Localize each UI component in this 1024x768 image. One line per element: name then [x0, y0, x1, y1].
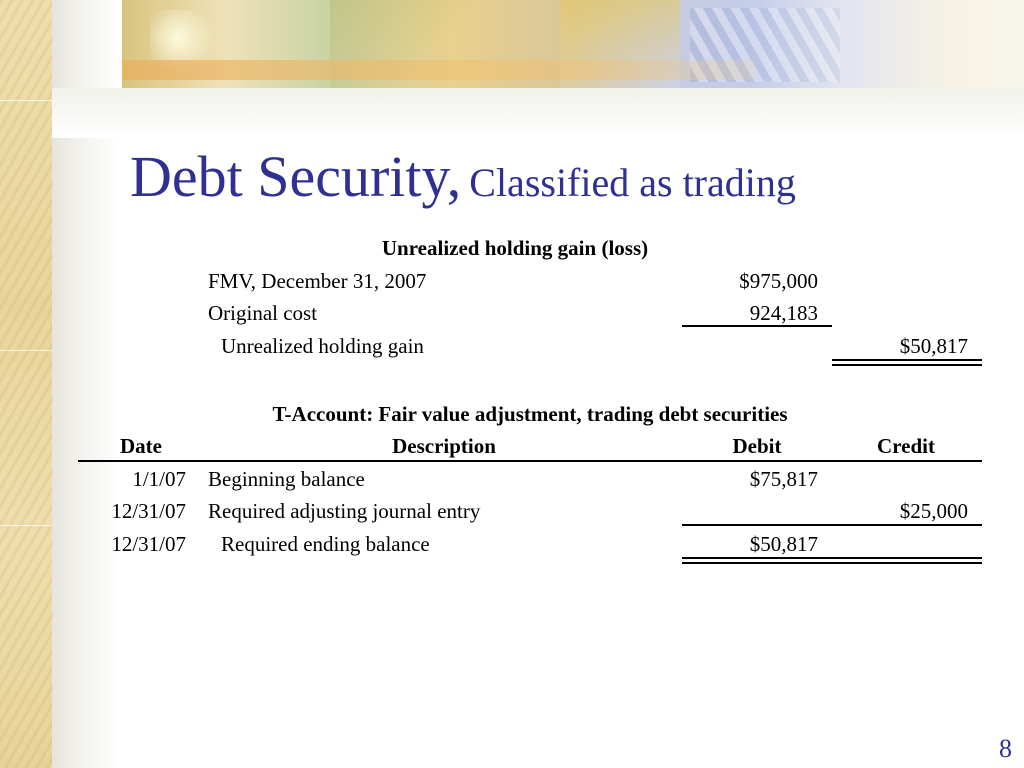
table-row-date: 1/1/07 [132, 467, 186, 491]
slide-title [130, 144, 796, 209]
page-number: 8 [999, 734, 1012, 763]
header-underline [78, 460, 982, 462]
column-header-description: Description [392, 434, 496, 458]
table-row-description: Beginning balance [208, 467, 365, 491]
ending-double-rule-top [682, 557, 982, 559]
header-shadow [52, 88, 1024, 138]
gain-row-total: $50,817 [899, 334, 968, 358]
column-header-debit: Debit [732, 434, 782, 458]
gain-row-amount: 924,183 [749, 301, 818, 325]
column-header-credit: Credit [877, 434, 935, 458]
total-double-rule-top [832, 359, 982, 361]
slide-title-main: Debt Security, [130, 144, 462, 209]
table-row-description: Required ending balance [221, 532, 430, 556]
gain-row-label: Unrealized holding gain [221, 334, 424, 358]
table-row-debit: $75,817 [749, 467, 818, 491]
gain-row-label: FMV, December 31, 2007 [208, 269, 427, 293]
gain-heading: Unrealized holding gain (loss) [381, 236, 649, 260]
table-row-date: 12/31/07 [111, 532, 186, 556]
gain-row-label: Original cost [208, 301, 318, 325]
slide-title-subtitle: Classified as trading [469, 160, 796, 205]
t-account-heading: T-Account: Fair value adjustment, trading debt securities [272, 402, 788, 426]
table-row-description: Required adjusting journal entry [208, 499, 481, 523]
column-header-date: Date [120, 434, 162, 458]
gain-row-amount: $975,000 [739, 269, 818, 293]
side-decoration [0, 0, 52, 768]
table-row-debit: $50,817 [749, 532, 818, 556]
total-double-rule-bottom [832, 364, 982, 366]
header-fade [680, 0, 1024, 88]
table-row-credit: $25,000 [899, 499, 968, 523]
subtotal-rule [682, 325, 832, 327]
adjustment-rule [682, 524, 982, 526]
ending-double-rule-bottom [682, 562, 982, 564]
table-row-date: 12/31/07 [111, 499, 186, 523]
